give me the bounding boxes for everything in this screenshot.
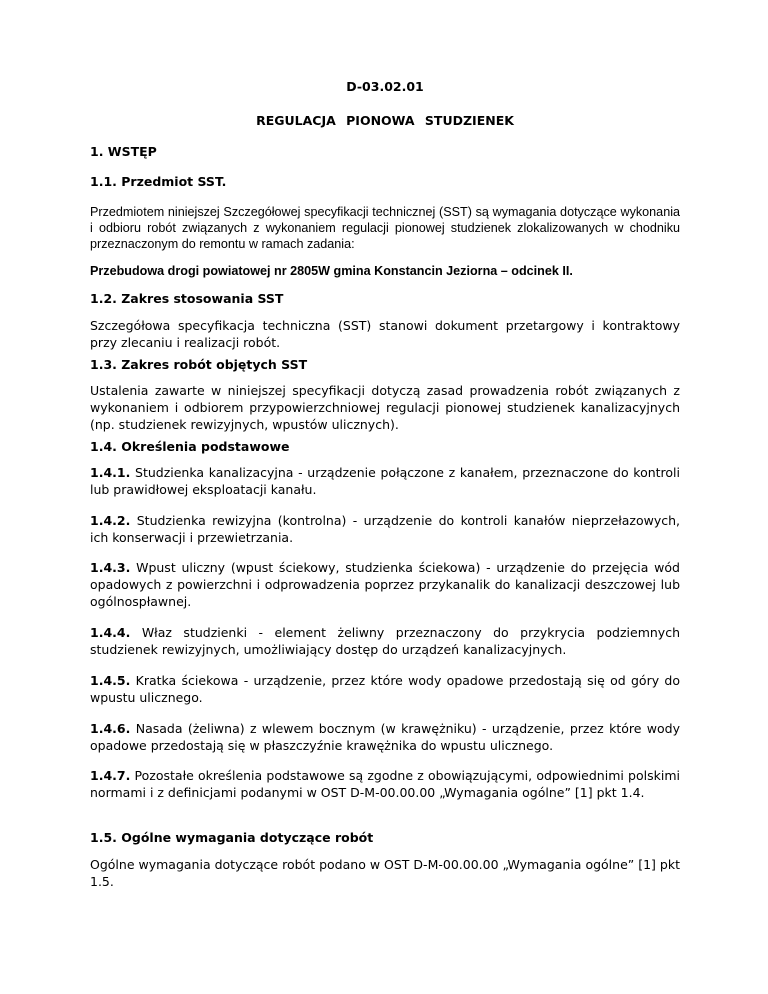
definition-text: Studzienka rewizyjna (kontrolna) - urządzenie do kontroli kanałów nieprzełazowych, ich konserwacji i przewietrzania. bbox=[90, 513, 680, 545]
section-heading-1-3: 1.3. Zakres robót objętych SST bbox=[90, 357, 308, 372]
section-heading-1: 1. WSTĘP bbox=[90, 144, 157, 159]
paragraph-scope-works: Ustalenia zawarte w niniejszej specyfikacji dotyczą zasad prowadzenia robót związanych z wykonaniem i odbiorem przypowierzchniowej regulacji pionowej studzienek kanalizacyjnych (np. studzienek rewizyjnych, wpustów ulicznych). bbox=[90, 383, 680, 432]
paragraph-scope-usage: Szczegółowa specyfikacja techniczna (SST) stanowi dokument przetargowy i kontraktowy przy zlecaniu i realizacji robót. bbox=[90, 318, 680, 350]
definition-number: 1.4.1. bbox=[90, 465, 131, 480]
definition-1-4-3 bbox=[90, 559, 680, 610]
definition-number: 1.4.4. bbox=[90, 625, 131, 640]
definition-text: Pozostałe określenia podstawowe są zgodne z obowiązującymi, odpowiednimi polskimi normami i z definicjami podanymi w OST D-M-00.00.00 „Wymagania ogólne” [1] pkt 1.4. bbox=[90, 768, 680, 800]
definition-number: 1.4.2. bbox=[90, 513, 131, 528]
document-title: REGULACJA PIONOWA STUDZIENEK bbox=[256, 113, 514, 128]
definition-text: Wpust uliczny (wpust ściekowy, studzienka ściekowa) - urządzenie do przejęcia wód opadowych z powierzchni i odprowadzenia poprzez przykanalik do kanalizacji deszczowej lub ogólnospławnej. bbox=[90, 560, 680, 609]
definition-1-4-5 bbox=[90, 672, 680, 706]
definition-text: Kratka ściekowa - urządzenie, przez które wody opadowe przedostają się od góry do wpustu ulicznego. bbox=[90, 673, 680, 705]
section-heading-1-2: 1.2. Zakres stosowania SST bbox=[90, 291, 284, 306]
definition-number: 1.4.6. bbox=[90, 721, 131, 736]
document-code: D-03.02.01 bbox=[346, 79, 424, 94]
definition-number: 1.4.5. bbox=[90, 673, 131, 688]
section-heading-1-1: 1.1. Przedmiot SST. bbox=[90, 174, 227, 189]
paragraph-subject: Przedmiotem niniejszej Szczegółowej specyfikacji technicznej (SST) są wymagania dotyczące wykonania i odbioru robót związanych z wykonaniem regulacji pionowej studzienek zlokalizowanych w chodniku przeznaczonym do remontu w ramach zadania: bbox=[90, 205, 680, 251]
task-name: Przebudowa drogi powiatowej nr 2805W gmina Konstancin Jeziorna – odcinek II. bbox=[90, 264, 573, 278]
definition-1-4-4 bbox=[90, 624, 680, 658]
section-heading-1-5: 1.5. Ogólne wymagania dotyczące robót bbox=[90, 830, 374, 845]
definition-1-4-2 bbox=[90, 512, 680, 546]
definition-1-4-6 bbox=[90, 720, 680, 754]
definition-text: Studzienka kanalizacyjna - urządzenie połączone z kanałem, przeznaczone do kontroli lub prawidłowej eksploatacji kanału. bbox=[90, 465, 680, 497]
definition-1-4-1 bbox=[90, 464, 680, 498]
definition-text: Nasada (żeliwna) z wlewem bocznym (w krawężniku) - urządzenie, przez które wody opadowe przedostają się w płaszczyźnie krawężnika do wpustu ulicznego. bbox=[90, 721, 680, 753]
definition-number: 1.4.3. bbox=[90, 560, 131, 575]
section-heading-1-4: 1.4. Określenia podstawowe bbox=[90, 439, 290, 454]
definition-1-4-7 bbox=[90, 767, 680, 801]
paragraph-general-requirements: Ogólne wymagania dotyczące robót podano w OST D-M-00.00.00 „Wymagania ogólne” [1] pkt 1.5. bbox=[90, 857, 680, 889]
definition-text: Właz studzienki - element żeliwny przeznaczony do przykrycia podziemnych studzienek rewizyjnych, umożliwiający dostęp do urządzeń kanalizacyjnych. bbox=[90, 625, 680, 657]
definition-number: 1.4.7. bbox=[90, 768, 131, 783]
